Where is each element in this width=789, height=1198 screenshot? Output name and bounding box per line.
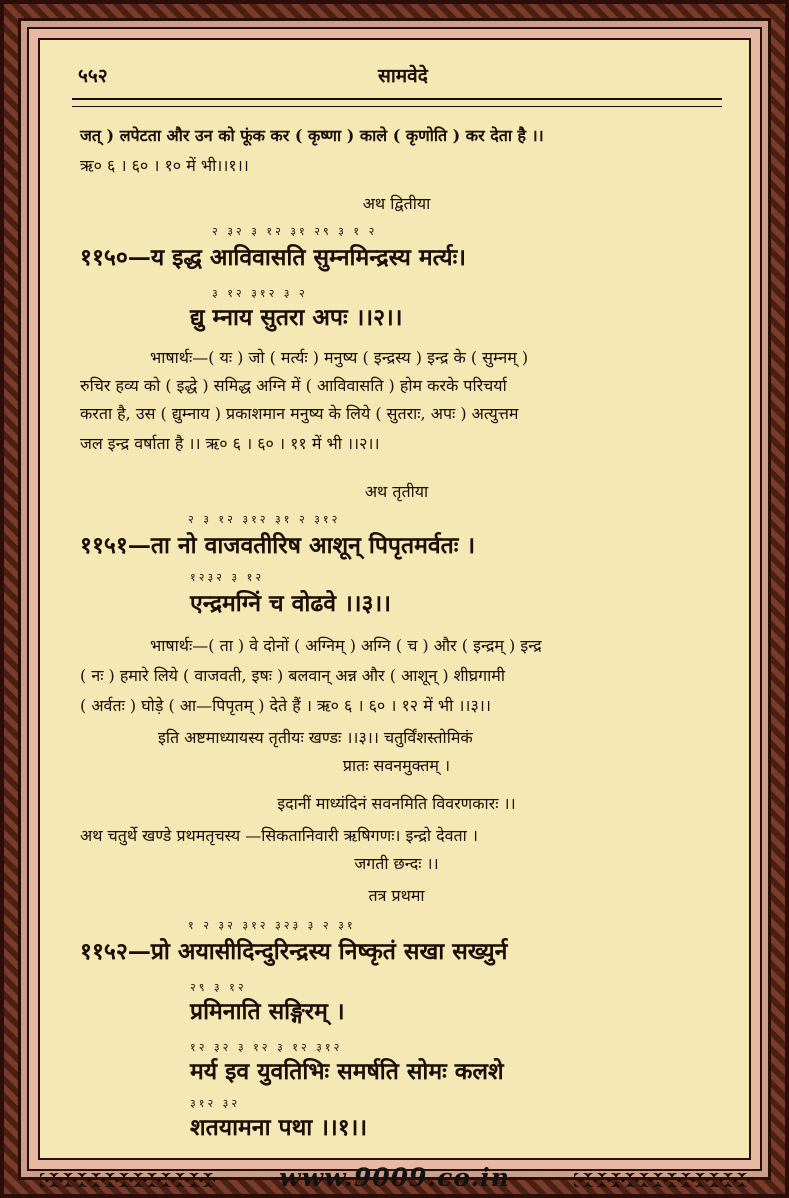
mantra-line: ११५१—ता नो वाजवतीरिष आशून् पिपृतमर्वतः । [80, 532, 476, 559]
accent-marks: २ ३२ ३ १२ ३१ २९ ३ १ २ [212, 225, 378, 238]
mantra-line: मर्य इव युवतिभिः समर्षति सोमः कलशे [190, 1058, 504, 1085]
text-line: जत् ) लपेटता और उन को फूंक कर ( कृष्णा ) काले ( कृणोति ) कर देता है ।। [80, 126, 544, 145]
text-line: जगती छन्दः ।। [354, 854, 439, 873]
text-line: ( अर्वतः ) घोड़े ( आ—पिपृतम् ) देते हैं । ऋ० ६ । ६० । १२ में भी ।।३।। [80, 696, 491, 715]
page-number: ५५२ [78, 65, 108, 87]
section-heading: तत्र प्रथमा [368, 886, 425, 905]
text-line: भाषार्थः—( ता ) वे दोनों ( अग्निम् ) अग्नि ( च ) और ( इन्द्रम् ) इन्द्र [150, 636, 542, 655]
text-line: ऋ० ६ । ६० । १० में भी।।१।। [80, 156, 249, 175]
text-line: भाषार्थः—( यः ) जो ( मर्त्यः ) मनुष्य ( इन्द्रस्य ) इन्द्र के ( सुम्नम् ) [150, 348, 529, 367]
accent-marks: २९ ३ १२ [190, 981, 247, 994]
header-rule [72, 98, 722, 107]
accent-marks: २ ३ १२ ३१२ ३१ २ ३१२ [188, 513, 341, 526]
accent-marks: १ २ ३२ ३१२ ३२३ ३ २ ३१ [188, 919, 356, 932]
running-title: सामवेदे [378, 65, 428, 87]
mantra-line: शतयामना पथा ।।१।। [190, 1114, 368, 1141]
text-line: इदानीं माध्यंदिनं सवनमिति विवरणकारः ।। [277, 794, 516, 813]
text-line: करता है, उस ( द्युम्नाय ) प्रकाशमान मनुष्य के लिये ( सुतराः, अपः ) अत्युत्तम [80, 404, 519, 423]
document-page [38, 38, 751, 1160]
text-line: इति अष्टमाध्यायस्य तृतीयः खण्डः ।।३।। चतुर्विंशस्तोमिकं [158, 728, 473, 747]
section-heading: अथ द्वितीया [362, 194, 431, 213]
page-header [78, 62, 718, 92]
mantra-line: ११५२—प्रो अयासीदिन्दुरिन्द्रस्य निष्कृतं सखा सख्युर्न [80, 938, 508, 965]
section-heading: अथ तृतीया [364, 482, 429, 501]
text-line: प्रातः सवनमुक्तम् । [342, 756, 451, 775]
text-line: रुचिर हव्य को ( इद्धे ) समिद्ध अग्नि में ( आविवासति ) होम करके परिचर्या [80, 376, 507, 395]
mantra-line: ११५०—य इद्ध आविवासति सुम्नमिन्द्रस्य मर्त्यः। [80, 244, 466, 271]
text-line: अथ चतुर्थे खण्डे प्रथमतृचस्य —सिकतानिवारी ऋषिगणः। इन्द्रो देवता । [80, 826, 478, 845]
accent-marks: ३ १२ ३१२ ३ २ [212, 287, 308, 300]
footer-website[interactable]: www.9009.co.in [279, 1163, 510, 1192]
mantra-line: प्रमिनाति सङ्गिरम् । [190, 998, 345, 1025]
accent-marks: १२३२ ३ १२ [190, 571, 265, 584]
text-line: जल इन्द्र वर्षाता है ।। ऋ० ६ । ६० । ११ में भी ।।२।। [80, 434, 380, 453]
mantra-line: एन्द्रमग्निं च वोढवे ।।३।। [190, 590, 391, 617]
accent-marks: ३१२ ३२ [190, 1097, 241, 1110]
text-line: ( नः ) हमारे लिये ( वाजवती, इषः ) बलवान् अन्न और ( आशून् ) शीघ्रगामी [80, 666, 505, 685]
mantra-line: द्यु म्नाय सुतरा अपः ।।२।। [190, 304, 403, 331]
accent-marks: १२ ३२ ३ १२ ३ १२ ३१२ [190, 1041, 343, 1054]
